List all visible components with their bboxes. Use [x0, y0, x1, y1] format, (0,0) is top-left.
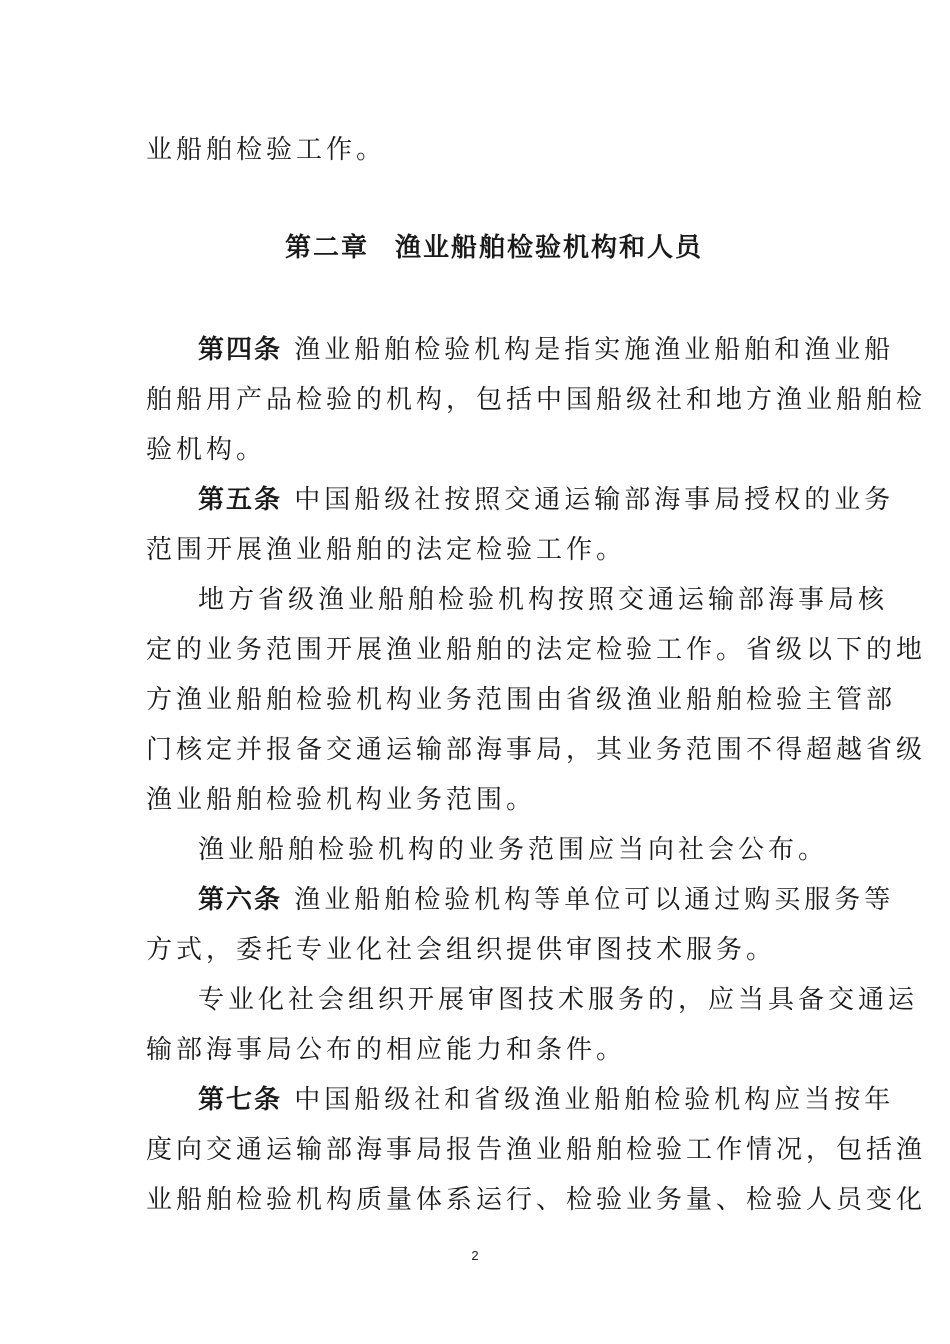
article-5-para2-line-4: 门核定并报备交通运输部海事局，其业务范围不得超越省级: [146, 735, 927, 765]
article-5-label: 第五条: [198, 485, 283, 515]
article-5-line-1: [198, 485, 894, 515]
article-6-label: 第六条: [198, 885, 283, 915]
article-4-line-3: 验机构。: [146, 435, 267, 465]
chapter-number: 第二章: [285, 233, 370, 263]
article-5-para2-line-5: 渔业船舶检验机构业务范围。: [146, 785, 537, 815]
article-5-para3-line-1: 渔业船舶检验机构的业务范围应当向社会公布。: [198, 835, 829, 865]
article-6-para2-line-1: 专业化社会组织开展审图技术服务的，应当具备交通运: [198, 985, 919, 1015]
article-6-line-1: [198, 885, 894, 915]
continuation-line: 业船舶检验工作。: [146, 135, 387, 165]
article-6-line-2: 方式，委托专业化社会组织提供审图技术服务。: [146, 935, 777, 965]
article-4-line-2: 舶船用产品检验的机构，包括中国船级社和地方渔业船舶检: [146, 385, 927, 415]
article-6-text-1: 渔业船舶检验机构等单位可以通过购买服务等: [294, 885, 895, 915]
article-7-text-1: 中国船级社和省级渔业船舶检验机构应当按年: [294, 1085, 895, 1115]
article-4-text-1: 渔业船舶检验机构是指实施渔业船舶和渔业船: [294, 335, 895, 365]
article-5-para2-line-2: 定的业务范围开展渔业船舶的法定检验工作。省级以下的地: [146, 635, 927, 665]
article-7-line-3: 业船舶检验机构质量体系运行、检验业务量、检验人员变化: [146, 1185, 927, 1215]
article-7-line-1: [198, 1085, 894, 1115]
article-7-label: 第七条: [198, 1085, 283, 1115]
article-4-label: 第四条: [198, 335, 283, 365]
page-number: 2: [471, 1248, 479, 1263]
article-4-line-1: [198, 335, 894, 365]
article-5-text-1: 中国船级社按照交通运输部海事局授权的业务: [294, 485, 895, 515]
article-5-para2-line-1: 地方省级渔业船舶检验机构按照交通运输部海事局核: [198, 585, 889, 615]
article-5-line-2: 范围开展渔业船舶的法定检验工作。: [146, 535, 627, 565]
article-7-line-2: 度向交通运输部海事局报告渔业船舶检验工作情况，包括渔: [146, 1135, 927, 1165]
chapter-title: 渔业船舶检验机构和人员: [395, 233, 704, 263]
chapter-heading: [285, 233, 703, 263]
article-6-para2-line-2: 输部海事局公布的相应能力和条件。: [146, 1035, 627, 1065]
article-5-para2-line-3: 方渔业船舶检验机构业务范围由省级渔业船舶检验主管部: [146, 685, 897, 715]
